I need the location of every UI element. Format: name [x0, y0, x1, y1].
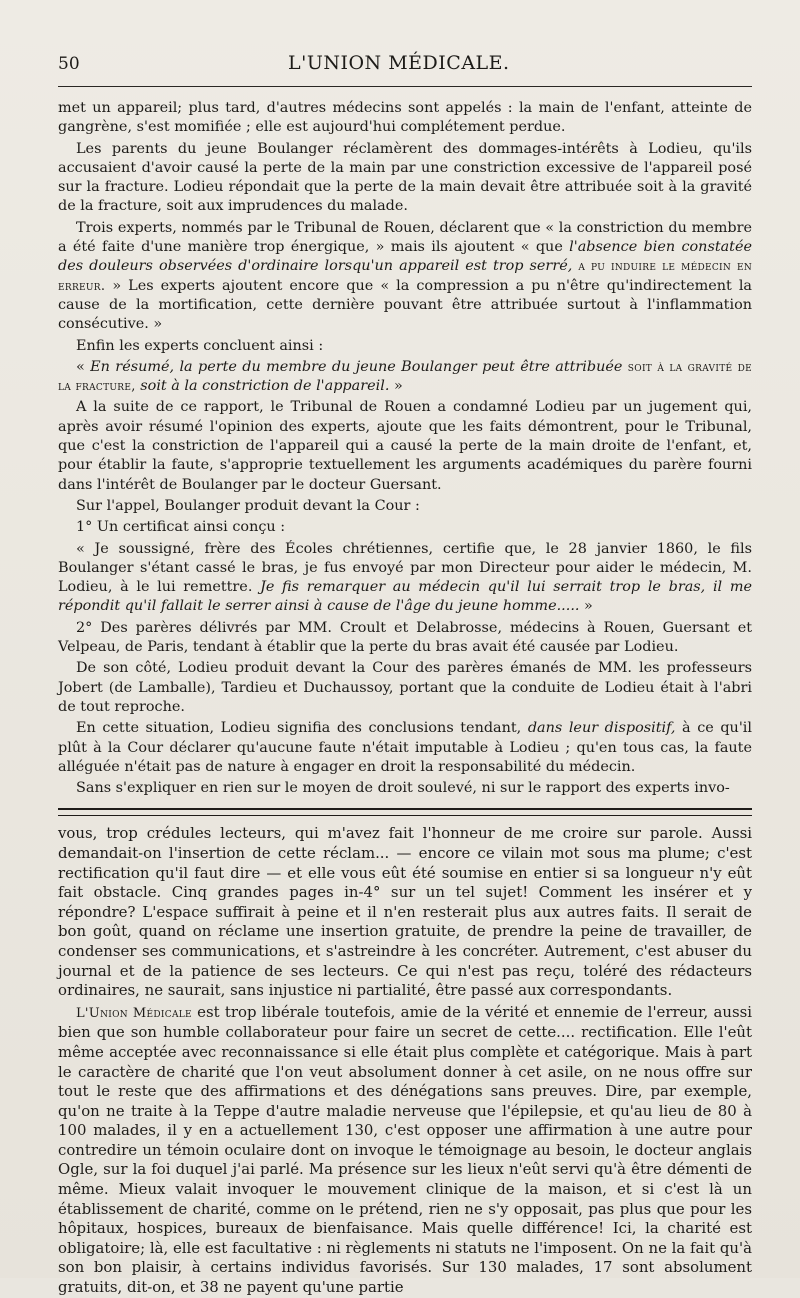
text-run: Sur l'appel, Boulanger produit devant la Cour :: [76, 497, 420, 514]
text-run: A la suite de ce rapport, le Tribunal de Rouen a condamné Lodieu par un jugement qui, après avoir résumé l'opinion des experts, ajoute que les faits démontrent, pour le Tribunal, que c'est la constriction de l'appareil qui a causé la perte de la main droite de l'enfant, et, pour établir la faute, s'approprie textuellement les arguments académiques du parère fourni dans l'intérêt de Boulanger par le docteur Guersant.: [58, 399, 752, 493]
text-run: met un appareil; plus tard, d'autres médecins sont appelés : la main de l'enfant, atteinte de gangrène, s'est momifiée ; elle est aujourd'hui complétement perdue.: [58, 100, 752, 136]
text-run: 2° Des parères délivrés par MM. Croult et Delabrosse, médecins à Rouen, Guersant et Velpeau, de Paris, tendant à établir que la perte du bras avait été causée par Lodieu.: [58, 619, 752, 656]
paragraph: [58, 619, 752, 658]
paragraph: [58, 99, 752, 138]
paragraph: [58, 719, 752, 777]
paragraph: [58, 1003, 752, 1298]
text-run: vous, trop crédules lecteurs, qui m'avez fait l'honneur de me croire sur parole. Aussi demandait-on l'insertion de cette réclam... — encore ce vilain mot sous ma plume; c'est rectification qu'il faut dire — et elle vous eût été soumise en entier si sa longueur n'y eût fait obstacle. Cinq grandes pages in-4° sur un tel sujet! Comment les insérer et y répondre? L'espace suffirait à peine et il n'en resterait plus aux autres faits. Il serait de bon goût, quand on réclame une insertion gratuite, de prendre la peine de travailler, de condenser ses communications, et s'astreindre à les concréter. Autrement, c'est abuser du journal et de la patience de ses lecteurs. Ce qui n'est pas reçu, toléré des rédacteurs ordinaires, ne saurait, sans injustice ni partialité, être passé aux correspondants.: [58, 824, 752, 1000]
paragraph: [58, 398, 752, 494]
header-rule: [58, 86, 752, 87]
small-caps-text: L'Union Médicale: [76, 1005, 192, 1021]
text-run: » Les experts ajoutent encore que « la compression a pu n'être qu'indirectement la cause de la mortification, cette dernière pouvant être attribuée surtout à l'inflammation consécutive. »: [58, 277, 752, 333]
feuilleton-body: [58, 824, 752, 1297]
text-run: 1° Un certificat ainsi conçu :: [76, 519, 286, 536]
text-run: Enfin les experts concluent ainsi :: [76, 337, 324, 354]
page-number: 50: [58, 54, 80, 74]
text-run: Les parents du jeune Boulanger réclamèrent des dommages-intérêts à Lodieu, qu'ils accusaient d'avoir causé la perte de la main par une constriction excessive de l'appareil posé sur la fracture. Lodieu répondait que la perte de la main devait être attribuée soit à la gravité de la fracture, soit aux imprudences du malade.: [58, 140, 752, 215]
text-run: En cette situation, Lodieu signifia des conclusions tendant,: [76, 720, 528, 737]
paragraph: [58, 497, 752, 516]
text-run: »: [579, 598, 593, 615]
text-run: Sans s'expliquer en rien sur le moyen de droit soulevé, ni sur le rapport des experts invo-: [76, 780, 730, 797]
paragraph: [58, 518, 752, 537]
text-run: »: [389, 378, 403, 395]
feuilleton-separator: [58, 808, 752, 816]
paragraph: [58, 540, 752, 617]
journal-title: L'UNION MÉDICALE.: [288, 52, 510, 74]
paragraph: [58, 337, 752, 356]
paragraph: [58, 219, 752, 335]
text-run: «: [76, 358, 91, 375]
italic-text: dans leur dispositif,: [527, 720, 676, 737]
text-run: est trop libérale toutefois, amie de la vérité et ennemie de l'erreur, aussi bien que son humble collaborateur pour faire un secret de cette.... rectification. Elle l'eût même acceptée avec reconnaissance si elle était plus complète et catégorique. Mais à part le caractère de charité que l'on veut absolument donner à cet asile, on ne nous offre sur tout le reste que des affirmations et des dénégations sans preuves. Dire, par exemple, qu'on ne traite à la Teppe d'autre maladie nerveuse que l'épilepsie, et qu'au lieu de 80 à 100 malades, il y en a actuellement 130, c'est opposer une affirmation à une autre pour contredire un témoin oculaire dont on invoque le témoignage au besoin, le docteur anglais Ogle, sur la foi duquel j'ai parlé. Ma présence sur les lieux n'eût servi qu'à être démenti de même. Mieux valait invoquer le mouvement clinique de la maison, et si c'est là un établissement de charité, comme on le prétend, rien ne s'y opposait, pas plus que pour les hôpitaux, hospices, bureaux de bienfaisance. Mais quelle différence! Ici, la charité est obligatoire; là, elle est facultative : ni règlements ni statuts ne l'imposent. On ne la fait qu'à son bon plaisir, à certains individus favorisés. Sur 130 malades, 17 sont absolument gratuits, dit-on, et 38 ne payent qu'une partie: [58, 1002, 752, 1297]
page-header: [58, 52, 752, 80]
text-run: « Je soussigné, frère des Écoles chrétiennes, certifie que, le 28 janvier 1860, le fils Boulanger s'étant cassé le bras, je fus envoyé par mon Directeur pour aider le médecin, M. Lodieu, à le lui remettre.: [58, 540, 752, 596]
text-run: à ce qu'il plût à la Cour déclarer qu'aucune faute n'était imputable à Lodieu ; qu'en tous cas, la faute alléguée n'était pas de nature à engager en droit la responsabilité du médecin.: [58, 720, 752, 775]
paragraph: [58, 659, 752, 717]
paragraph: [58, 358, 752, 397]
paragraph: [58, 140, 752, 217]
italic-text: Je fis remarquer au médecin qu'il lui serrait trop le bras, il me répondit qu'il fallait le serrer ainsi à cause de l'âge du jeune homme.....: [58, 579, 752, 615]
italic-text: l'absence bien constatée des douleurs observées d'ordinaire lorsqu'un appareil est trop serré,: [58, 239, 753, 275]
text-run: De son côté, Lodieu produit devant la Cour des parères émanés de MM. les professeurs Jobert (de Lamballe), Tardieu et Duchaussoy, portant que la conduite de Lodieu était à l'abri de tout reproche.: [58, 660, 752, 715]
small-caps-text: soit à la gravité de la fracture,: [58, 359, 752, 395]
italic-text: soit à la constriction de l'appareil.: [140, 378, 390, 395]
paragraph: [58, 779, 752, 798]
paragraph: [58, 824, 752, 1000]
small-caps-text: a pu induire le médecin en erreur.: [58, 259, 752, 294]
article-body: [58, 99, 752, 798]
text-run: Trois experts, nommés par le Tribunal de Rouen, déclarent que « la constriction du membre a été faite d'une manière trop énergique, » mais ils ajoutent « que: [58, 219, 752, 256]
italic-text: En résumé, la perte du membre du jeune Boulanger peut être attribuée: [90, 358, 623, 375]
